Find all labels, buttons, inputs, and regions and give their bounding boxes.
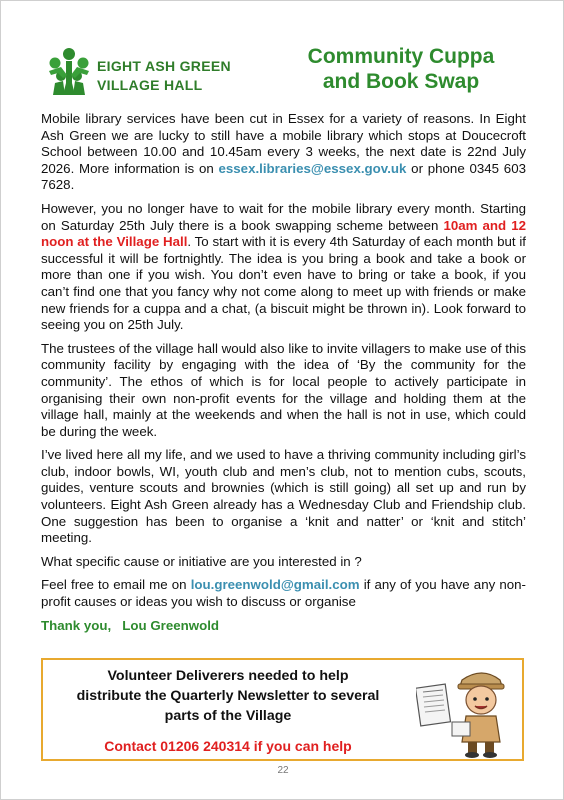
p1-text: Mobile library services have been cut in Essex for a variety of reasons. In Eight Ash Green we are lucky to still have a mobile library which stops at Doucecroft School between 10.00 and 10.45am every 3 weeks, the next date is 22nd July 2026. More information is on <box>41 111 526 176</box>
paragraph-contact <box>41 577 526 610</box>
p6-text-a: Feel free to email me on <box>41 577 191 593</box>
paragraph-history: I’ve lived here all my life, and we used to have a thriving community including girl’s club, indoor bowls, WI, youth club and men’s club, not to mention cubs, scouts, guides, venture scouts and brownies (which is still going) all set up and run by volunteers. Eight Ash Green already has a Wednesday Club and Friendship club. One suggestion has been to organise a ‘knit and natter’ or ‘knit and stitch’ meeting. <box>41 447 526 546</box>
paragraph-mobile-library <box>41 111 526 194</box>
article-body <box>41 111 526 634</box>
page-title <box>276 44 526 94</box>
header <box>41 41 526 106</box>
village-hall-logo <box>41 45 261 101</box>
author-email-link[interactable]: lou.greenwold@gmail.com <box>190 577 360 593</box>
library-email-link[interactable]: essex.libraries@essex.gov.uk <box>218 160 407 176</box>
volunteer-contact: Contact 01206 240314 if you can help <box>104 738 352 754</box>
notice-line-3: parts of the Village <box>164 708 292 724</box>
paragraph-question: What specific cause or initiative are you interested in ? <box>41 553 362 569</box>
paragraph-book-swap <box>41 201 526 334</box>
title-line-1: Community Cuppa <box>307 45 495 68</box>
event-time-highlight: 10am and 12 noon at the Village Hall <box>41 217 527 250</box>
page-number: 22 <box>277 765 289 776</box>
tree-people-logo-icon <box>41 45 97 101</box>
volunteer-notice-box <box>41 658 524 761</box>
logo-line-2: VILLAGE HALL <box>97 77 203 93</box>
notice-line-2: distribute the Quarterly Newsletter to several <box>76 688 380 704</box>
paragraph-trustees: The trustees of the village hall would also like to invite villagers to make use of this community facility by engaging with the idea of ‘By the community for the community’. The ethos of which is for local people to actively participate in organising their own non-profit events for the village and holding them at the village hall, mainly at the weekends and when the hall is not in use, which could be during the week. <box>41 340 526 439</box>
logo-line-1: EIGHT ASH GREEN <box>97 58 231 74</box>
p2-text-a: However, you no longer have to wait for the mobile library every month. Starting on Saturday 25th July there is a book swapping scheme between <box>41 200 526 233</box>
p1-tail: or phone 0345 603 7628. <box>41 160 526 193</box>
logo-text <box>97 57 231 95</box>
p6-text-b: if any of you have any non-profit causes or ideas you wish to discuss or organise <box>41 577 526 610</box>
title-line-2: and Book Swap <box>322 70 480 93</box>
newspaper-delivery-boy-icon <box>416 664 516 758</box>
volunteer-notice-text <box>43 666 413 726</box>
p2-text-b: . To start with it is every 4th Saturday of each month but if successful it will be fortnightly. The idea is you bring a book and take a book or more than one if you wish. You don’t even have to bring or take a book, if you can’t find one that you fancy why not come along to meet up with friends or make new friends for a cuppa and a chat, (a biscuit might be thrown in). Look forward to seeing you on 25th July. <box>41 234 527 333</box>
notice-line-1: Volunteer Deliverers needed to help <box>107 668 349 684</box>
signature: Thank you, Lou Greenwold <box>41 617 220 633</box>
